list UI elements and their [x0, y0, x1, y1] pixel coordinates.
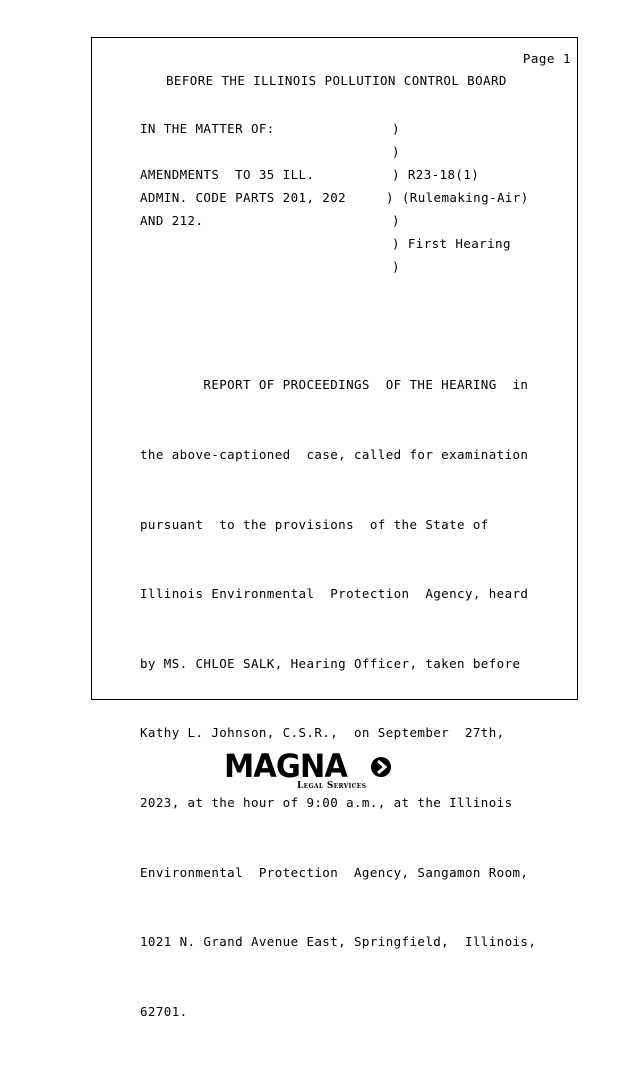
body-line: 1021 N. Grand Avenue East, Springfield, Illinois,	[140, 934, 537, 950]
caption-right-0: )	[392, 121, 400, 136]
caption-right-5: ) First Hearing	[392, 236, 511, 251]
caption-right-2: ) R23-18(1)	[392, 167, 480, 182]
logo-wordmark: MAGNA	[224, 747, 347, 785]
caption-right-3: ) (Rulemaking-Air)	[386, 190, 529, 205]
chevron-right-circle-icon	[370, 756, 392, 778]
body-line: REPORT OF PROCEEDINGS OF THE HEARING in	[140, 377, 529, 393]
caption-right-6: )	[392, 259, 400, 274]
body-line: pursuant to the provisions of the State of	[140, 516, 489, 532]
body-line: Illinois Environmental Protection Agency, heard	[140, 586, 529, 602]
caption-left-3: ADMIN. CODE PARTS 201, 202	[140, 190, 347, 205]
caption-right-4: )	[392, 213, 400, 228]
caption-right-1: )	[392, 144, 400, 159]
body-line: 62701.	[140, 1003, 188, 1019]
logo-subtitle: Legal Services	[297, 781, 367, 791]
body-line: the above-captioned case, called for examination	[140, 447, 529, 463]
caption-left-0: IN THE MATTER OF:	[140, 121, 275, 136]
board-title: BEFORE THE ILLINOIS POLLUTION CONTROL BOARD	[166, 73, 507, 88]
body-line: Environmental Protection Agency, Sangamon Room,	[140, 864, 529, 880]
magna-logo	[224, 747, 394, 792]
page-number: Page 1	[522, 51, 571, 66]
proceedings-paragraph	[140, 327, 560, 1070]
caption-left-2: AMENDMENTS TO 35 ILL.	[140, 167, 315, 182]
body-line: 2023, at the hour of 9:00 a.m., at the Illinois	[140, 795, 513, 811]
caption-left-4: AND 212.	[140, 213, 204, 228]
body-line: by MS. CHLOE SALK, Hearing Officer, taken before	[140, 655, 521, 671]
body-line: Kathy L. Johnson, C.S.R., on September 27th,	[140, 725, 505, 741]
